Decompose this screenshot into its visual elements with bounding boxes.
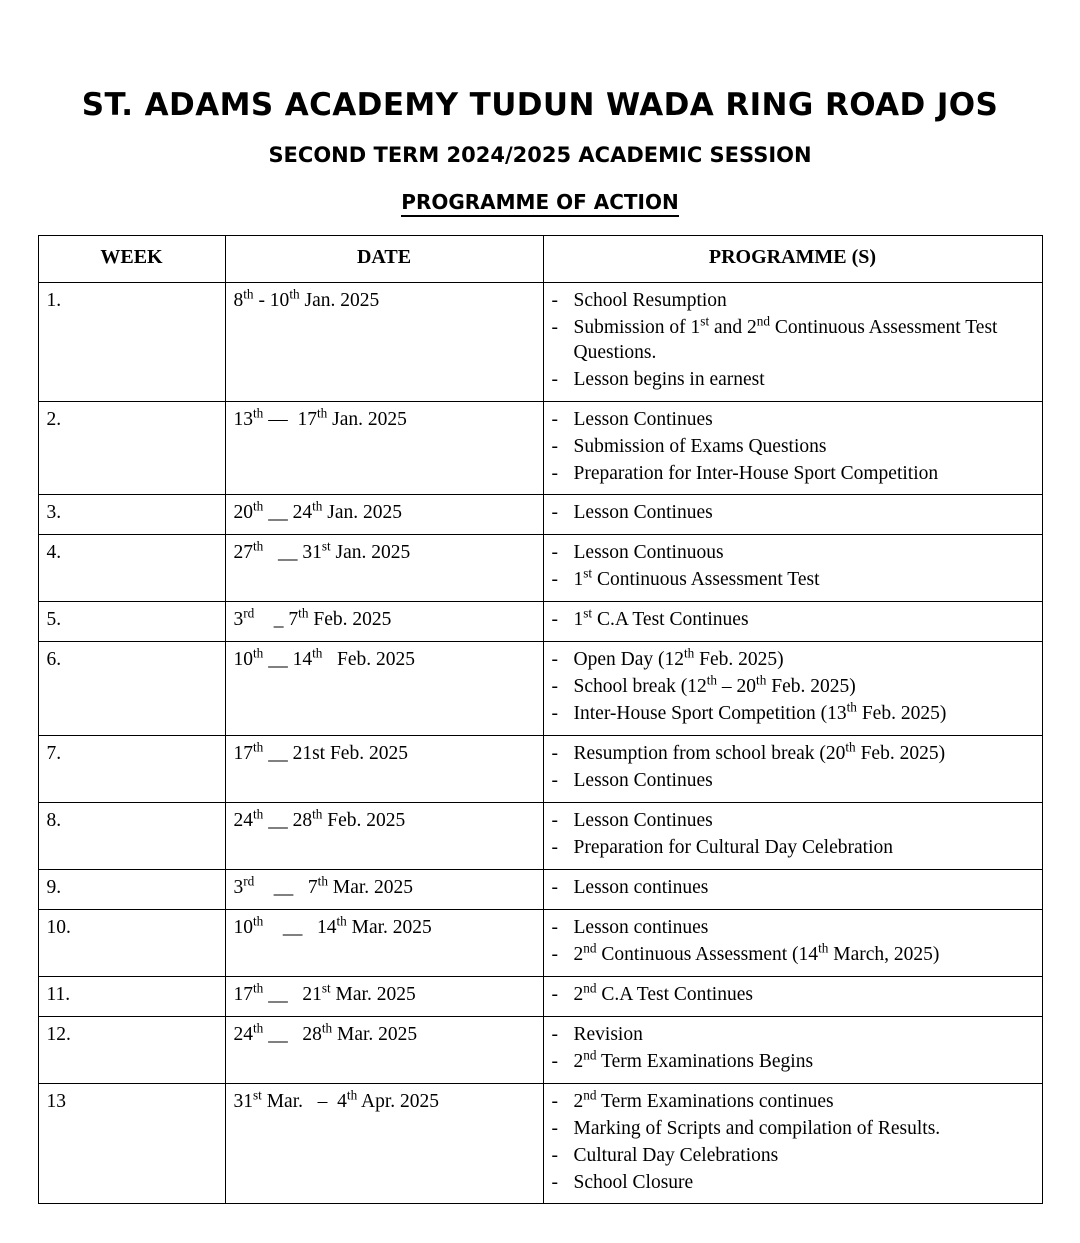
programme-list xyxy=(551,1087,1034,1196)
bullet-dash: - xyxy=(551,876,558,898)
bullet-dash: - xyxy=(551,289,558,311)
programme-text: School Closure xyxy=(573,1171,694,1193)
table-row xyxy=(38,401,1042,495)
section-heading-text: PROGRAMME OF ACTION xyxy=(401,190,678,217)
programme-item xyxy=(551,1047,1034,1075)
cell-week: 5. xyxy=(38,602,225,642)
programme-item xyxy=(552,435,1034,460)
cell-week: 10. xyxy=(38,909,225,976)
bullet-dash: - xyxy=(551,502,558,524)
programme-item xyxy=(552,541,1034,566)
column-header-programme: PROGRAMME (S) xyxy=(543,236,1042,283)
programme-item xyxy=(551,565,1034,593)
programme-text: Cultural Day Celebrations xyxy=(573,1144,779,1166)
cell-programmes xyxy=(543,909,1042,976)
programme-text: Resumption from school break (20th Feb. 2025) xyxy=(573,739,946,765)
cell-programmes xyxy=(543,869,1042,909)
programme-text: Lesson continues xyxy=(573,916,709,938)
cell-week: 4. xyxy=(38,535,225,602)
cell-programmes xyxy=(543,803,1042,870)
section-heading xyxy=(0,191,1080,213)
cell-week: 1. xyxy=(38,282,225,401)
programme-item xyxy=(551,313,1034,366)
programme-item xyxy=(552,368,1034,393)
programme-text: 1st Continuous Assessment Test xyxy=(573,565,820,591)
programme-item xyxy=(552,836,1034,861)
programme-text: 2nd Continuous Assessment (14th March, 2025) xyxy=(573,940,940,965)
cell-week: 3. xyxy=(38,495,225,535)
programme-text: Submission of Exams Questions xyxy=(573,435,827,457)
bullet-dash: - xyxy=(551,703,558,725)
programme-item xyxy=(551,605,1034,633)
table-row xyxy=(38,1016,1042,1083)
bullet-dash: - xyxy=(551,943,558,965)
table-row xyxy=(38,282,1042,401)
cell-week: 9. xyxy=(38,869,225,909)
cell-date: 27th __ 31st Jan. 2025 xyxy=(225,535,543,602)
bullet-dash: - xyxy=(551,770,558,792)
cell-week: 7. xyxy=(38,736,225,803)
programme-item xyxy=(552,289,1034,314)
programme-text: Lesson Continuous xyxy=(573,542,724,564)
programme-item xyxy=(552,809,1034,834)
bullet-dash: - xyxy=(551,1144,558,1166)
bullet-dash: - xyxy=(551,408,558,430)
cell-programmes xyxy=(543,1083,1042,1204)
cell-date: 10th __ 14th Mar. 2025 xyxy=(225,909,543,976)
table-row xyxy=(38,1083,1042,1204)
programme-list xyxy=(552,289,1034,393)
page-subtitle: SECOND TERM 2024/2025 ACADEMIC SESSION xyxy=(268,143,812,168)
programme-item xyxy=(551,1087,1034,1115)
cell-week: 11. xyxy=(38,976,225,1016)
programme-text: Marking of Scripts and compilation of Results. xyxy=(573,1117,941,1139)
programme-text: Preparation for Inter-House Sport Competition xyxy=(573,462,939,484)
programme-text: Lesson Continues xyxy=(573,770,713,792)
programme-item xyxy=(552,408,1034,433)
bullet-dash: - xyxy=(551,676,558,698)
table-body xyxy=(38,282,1042,1204)
cell-week: 12. xyxy=(38,1016,225,1083)
programme-list xyxy=(552,916,1034,968)
cell-programmes xyxy=(543,602,1042,642)
programme-item xyxy=(551,699,1034,727)
cell-programmes xyxy=(543,1016,1042,1083)
cell-date: 17th __ 21st Mar. 2025 xyxy=(225,976,543,1016)
programme-item xyxy=(552,462,1034,487)
programme-list xyxy=(552,1023,1034,1075)
document-page xyxy=(0,88,1080,1243)
programme-item xyxy=(552,1144,1034,1169)
programme-item xyxy=(551,980,1034,1008)
cell-week: 2. xyxy=(38,401,225,495)
bullet-dash: - xyxy=(551,569,558,591)
table-row xyxy=(38,535,1042,602)
programme-list xyxy=(551,980,1034,1008)
cell-date: 24th __ 28th Mar. 2025 xyxy=(225,1016,543,1083)
programme-list xyxy=(551,739,1034,794)
programme-item xyxy=(551,645,1034,673)
cell-date: 31st Mar. – 4th Apr. 2025 xyxy=(225,1083,543,1204)
cell-date: 3rd _ 7th Feb. 2025 xyxy=(225,602,543,642)
bullet-dash: - xyxy=(551,542,558,564)
programme-item xyxy=(552,501,1034,526)
bullet-dash: - xyxy=(551,649,558,671)
column-header-date: DATE xyxy=(225,236,543,283)
cell-programmes xyxy=(543,642,1042,736)
bullet-dash: - xyxy=(551,743,558,765)
programme-text: Inter-House Sport Competition (13th Feb. 2025) xyxy=(573,699,947,725)
cell-programmes xyxy=(543,535,1042,602)
cell-date: 17th __ 21st Feb. 2025 xyxy=(225,736,543,803)
table-row xyxy=(38,976,1042,1016)
programme-text: Lesson continues xyxy=(573,876,709,898)
cell-programmes xyxy=(543,282,1042,401)
table-row xyxy=(38,736,1042,803)
bullet-dash: - xyxy=(551,836,558,858)
bullet-dash: - xyxy=(551,1090,558,1112)
programme-item xyxy=(551,739,1034,767)
bullet-dash: - xyxy=(551,1050,558,1072)
bullet-dash: - xyxy=(551,1171,558,1193)
cell-date: 8th - 10th Jan. 2025 xyxy=(225,282,543,401)
cell-week: 13 xyxy=(38,1083,225,1204)
programme-list xyxy=(551,605,1034,633)
programme-list xyxy=(551,645,1034,727)
programme-text: Revision xyxy=(573,1023,643,1045)
programme-text: 2nd Term Examinations Begins xyxy=(573,1047,814,1072)
cell-programmes xyxy=(543,736,1042,803)
bullet-dash: - xyxy=(551,435,558,457)
bullet-dash: - xyxy=(551,368,558,390)
programme-text: Lesson Continues xyxy=(573,408,713,430)
table-row xyxy=(38,869,1042,909)
table-header-row xyxy=(38,236,1042,283)
column-header-week: WEEK xyxy=(38,236,225,283)
table-row xyxy=(38,642,1042,736)
bullet-dash: - xyxy=(551,462,558,484)
table-row xyxy=(38,495,1042,535)
programme-list xyxy=(552,876,1034,901)
programme-of-action-table xyxy=(38,235,1043,1204)
cell-week: 6. xyxy=(38,642,225,736)
programme-text: Lesson Continues xyxy=(573,502,713,524)
cell-date: 10th __ 14th Feb. 2025 xyxy=(225,642,543,736)
programme-text: School Resumption xyxy=(573,289,727,311)
programme-item xyxy=(551,672,1034,700)
bullet-dash: - xyxy=(551,1023,558,1045)
programme-item xyxy=(552,1171,1034,1196)
cell-programmes xyxy=(543,495,1042,535)
programme-list xyxy=(552,809,1034,861)
programme-item xyxy=(552,876,1034,901)
bullet-dash: - xyxy=(551,810,558,832)
bullet-dash: - xyxy=(551,916,558,938)
programme-list xyxy=(552,501,1034,526)
programme-text: Submission of 1st and 2nd Continuous Assessment Test Questions. xyxy=(573,313,998,363)
programme-text: 1st C.A Test Continues xyxy=(573,605,749,631)
programme-item xyxy=(552,1023,1034,1048)
programme-text: School break (12th – 20th Feb. 2025) xyxy=(573,672,856,698)
table-row xyxy=(38,803,1042,870)
cell-programmes xyxy=(543,401,1042,495)
cell-week: 8. xyxy=(38,803,225,870)
cell-date: 13th — 17th Jan. 2025 xyxy=(225,401,543,495)
programme-text: Open Day (12th Feb. 2025) xyxy=(573,645,784,671)
bullet-dash: - xyxy=(551,1117,558,1139)
cell-date: 3rd __ 7th Mar. 2025 xyxy=(225,869,543,909)
table-row xyxy=(38,602,1042,642)
programme-text: Lesson begins in earnest xyxy=(573,368,765,390)
programme-item xyxy=(552,916,1034,941)
programme-list xyxy=(552,541,1034,593)
programme-text: 2nd Term Examinations continues xyxy=(573,1087,834,1112)
cell-date: 20th __ 24th Jan. 2025 xyxy=(225,495,543,535)
programme-item xyxy=(552,769,1034,794)
programme-text: Preparation for Cultural Day Celebration xyxy=(573,836,893,858)
bullet-dash: - xyxy=(551,316,558,338)
programme-item xyxy=(552,1117,1034,1142)
cell-date: 24th __ 28th Feb. 2025 xyxy=(225,803,543,870)
programme-text: Lesson Continues xyxy=(573,810,713,832)
programme-text: 2nd C.A Test Continues xyxy=(573,980,753,1005)
page-title: ST. ADAMS ACADEMY TUDUN WADA RING ROAD JOS xyxy=(81,87,999,123)
programme-item xyxy=(551,940,1034,968)
table-row xyxy=(38,909,1042,976)
programme-list xyxy=(552,408,1034,487)
cell-programmes xyxy=(543,976,1042,1016)
bullet-dash: - xyxy=(551,609,558,631)
bullet-dash: - xyxy=(551,983,558,1005)
